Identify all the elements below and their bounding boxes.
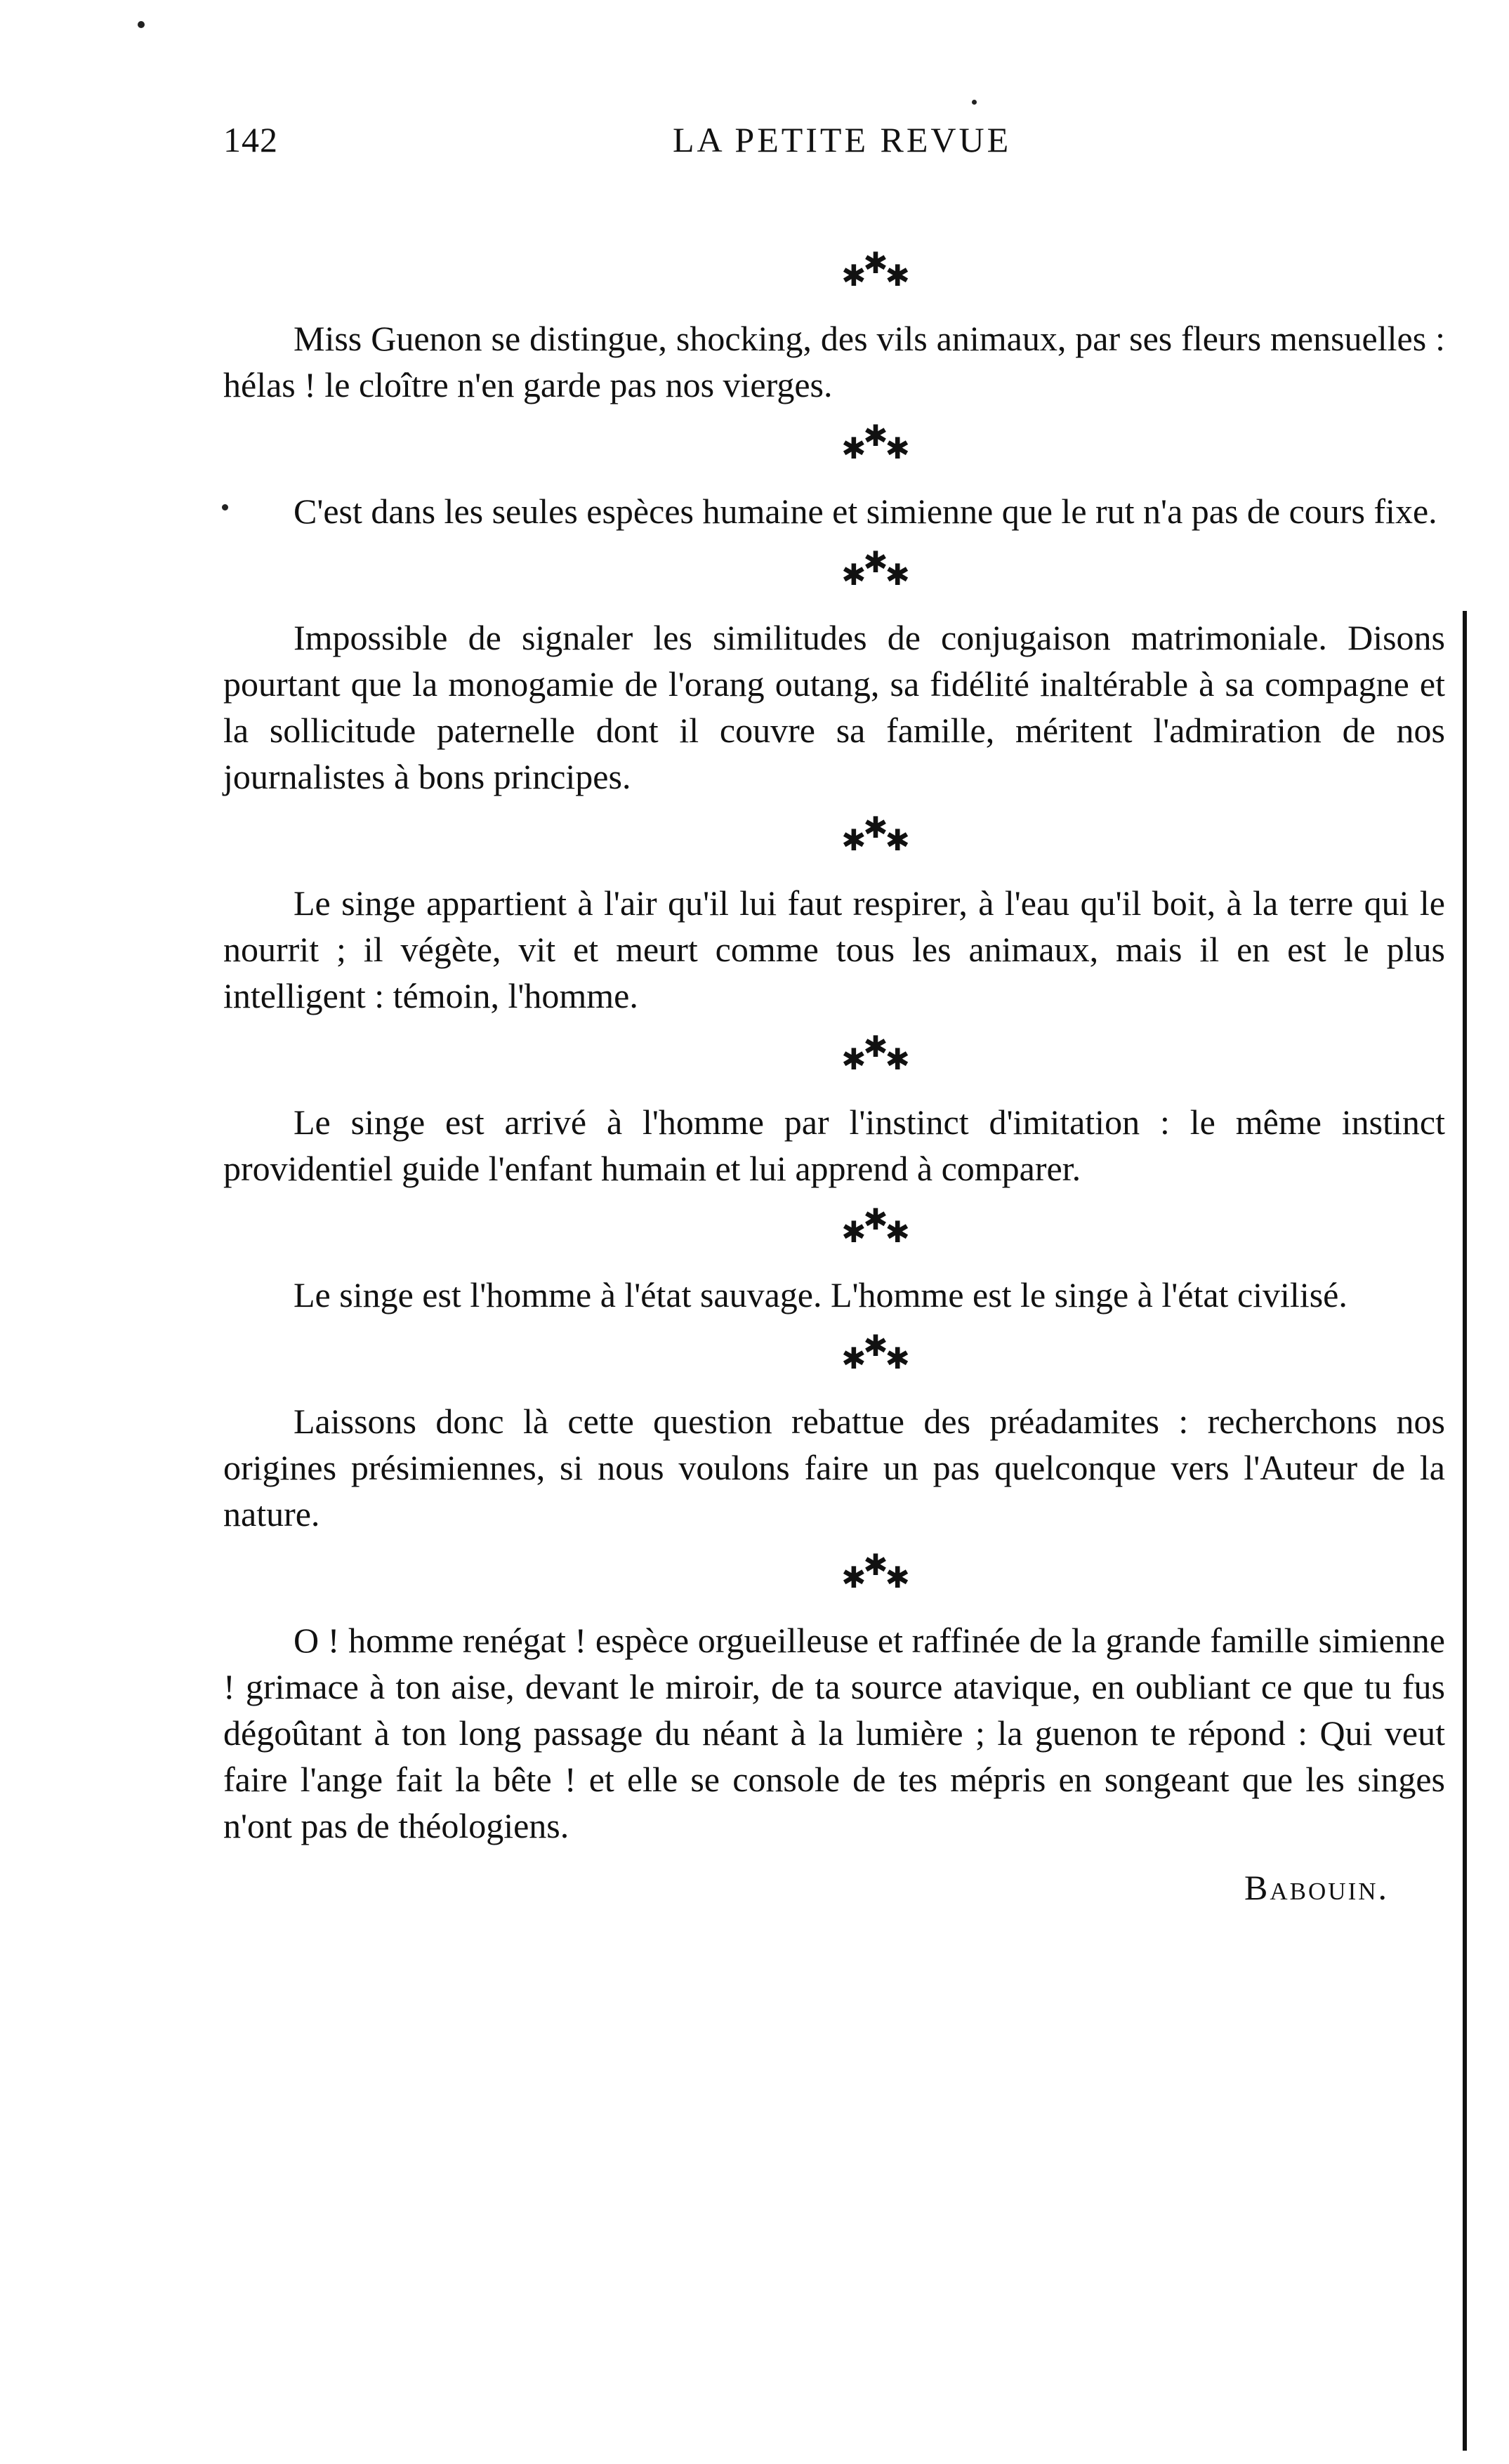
asterism-separator: ✱✱✱ xyxy=(841,547,911,592)
asterism-separator: ✱✱✱ xyxy=(841,1331,911,1376)
text-body xyxy=(223,235,1445,1911)
asterism-separator: ✱✱✱ xyxy=(841,1550,911,1595)
paragraph: Miss Guenon se distingue, shocking, des vils animaux, par ses fleurs mensuelles : hélas ! le cloître n'en garde pas nos vierges. xyxy=(223,319,1445,404)
paragraph: Le singe est l'homme à l'état sauvage. L'homme est le singe à l'état civilisé. xyxy=(294,1275,1347,1315)
asterism-separator: ✱✱✱ xyxy=(841,1032,911,1076)
page-number: 142 xyxy=(223,120,278,159)
asterism-separator: ✱✱✱ xyxy=(841,248,911,293)
author-signature: Babouin. xyxy=(1244,1868,1389,1907)
paragraph: Le singe est arrivé à l'homme par l'instinct d'imitation : le même instinct providentiel guide l'enfant humain et lui apprend à comparer. xyxy=(223,1102,1445,1188)
page-edge-rule xyxy=(1463,611,1467,2451)
paragraph: Le singe appartient à l'air qu'il lui faut respirer, à l'eau qu'il boit, à la terre qui le nourrit ; il végète, vit et meurt comme tous les animaux, mais il en est le plus intelligent : témoin, l'homme. xyxy=(223,883,1445,1015)
print-speck xyxy=(138,21,145,28)
paragraph: Laissons donc là cette question rebattue des préadamites : recherchons nos origines présimiennes, si nous voulons faire un pas quelconque vers l'Auteur de la nature. xyxy=(223,1402,1445,1534)
asterism-separator: ✱✱✱ xyxy=(841,1204,911,1249)
print-speck xyxy=(972,100,977,105)
asterism-separator: ✱✱✱ xyxy=(841,421,911,466)
paragraph: C'est dans les seules espèces humaine et simienne que le rut n'a pas de cours fixe. xyxy=(294,492,1437,531)
running-title: LA PETITE REVUE xyxy=(673,120,1012,159)
page-header xyxy=(223,119,1445,169)
paragraph: O ! homme renégat ! espèce orgueilleuse et raffinée de la grande famille simienne ! grimace à ton aise, devant le miroir, de ta source atavique, en oubliant ce que tu fus dégoûtant à ton long passage du néant à la lumière ; la guenon te répond : Qui veut faire l'ange fait la bête ! et elle se console de tes mépris en songeant que les singes n'ont pas de théologiens. xyxy=(223,1621,1445,1845)
paragraph: Impossible de signaler les similitudes de conjugaison matrimoniale. Disons pourtant que la monogamie de l'orang outang, sa fidélité inaltérable à sa compagne et la sollicitude paternelle dont il couvre sa famille, méritent l'admiration de nos journalistes à bons principes. xyxy=(223,618,1445,796)
print-speck xyxy=(222,504,228,510)
asterism-separator: ✱✱✱ xyxy=(841,812,911,857)
